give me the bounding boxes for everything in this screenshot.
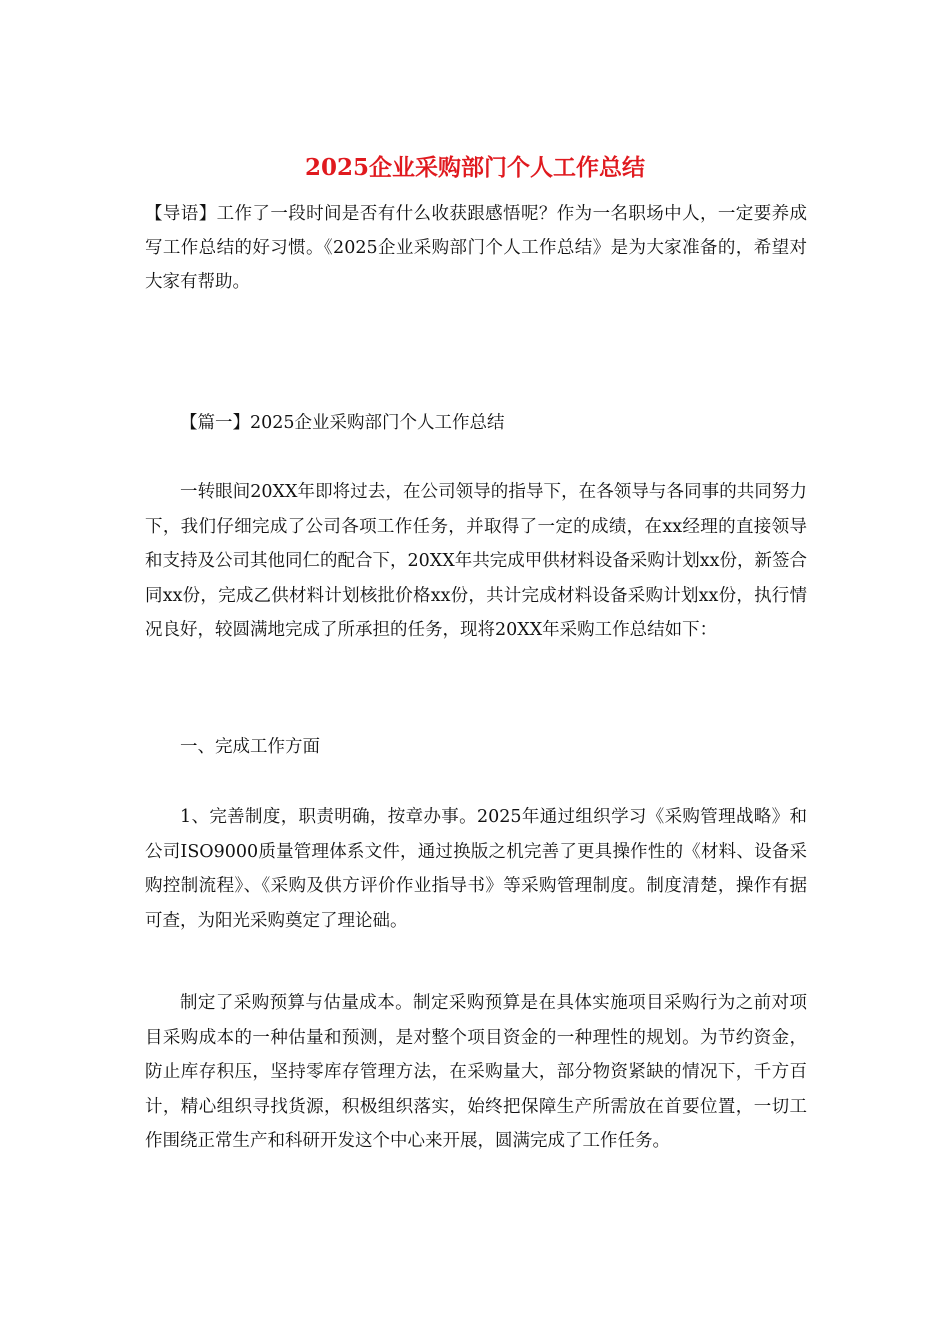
section-heading: 【篇一】2025企业采购部门个人工作总结: [180, 413, 505, 433]
body-paragraph-2: 1、完善制度，职责明确，按章办事。2025年通过组织学习《采购管理战略》和公司ISO9000质量管理体系文件，通过换版之机完善了更具操作性的《材料、设备采购控制流程》、《采购及供方评价作业指导书》等采购管理制度。制度清楚，操作有据可查，为阳光采购奠定了理论础。: [145, 807, 807, 931]
subheading-completed-work: 一、完成工作方面: [180, 737, 320, 757]
document-title: 2025企业采购部门个人工作总结: [304, 154, 645, 181]
body-paragraph-1: 一转眼间20XX年即将过去，在公司领导的指导下，在各领导与各同事的共同努力下，我们仔细完成了公司各项工作任务，并取得了一定的成绩，在xx经理的直接领导和支持及公司其他同仁的配合下，20XX年共完成甲供材料设备采购计划xx份，新签合同xx份，完成乙供材料计划核批价格xx份，共计完成材料设备采购计划xx份，执行情况良好，较圆满地完成了所承担的任务，现将20XX年采购工作总结如下：: [145, 482, 807, 640]
body-paragraph-3: 制定了采购预算与估量成本。制定采购预算是在具体实施项目采购行为之前对项目采购成本的一种估量和预测，是对整个项目资金的一种理性的规划。为节约资金，防止库存积压，坚持零库存管理方法，在采购量大，部分物资紧缺的情况下，千方百计，精心组织寻找货源，积极组织落实，始终把保障生产所需放在首要位置，一切工作围绕正常生产和科研开发这个中心来开展，圆满完成了工作任务。: [145, 993, 807, 1151]
intro-paragraph: 【导语】工作了一段时间是否有什么收获跟感悟呢？作为一名职场中人，一定要养成写工作总结的好习惯。《2025企业采购部门个人工作总结》是为大家准备的，希望对大家有帮助。: [145, 204, 807, 292]
